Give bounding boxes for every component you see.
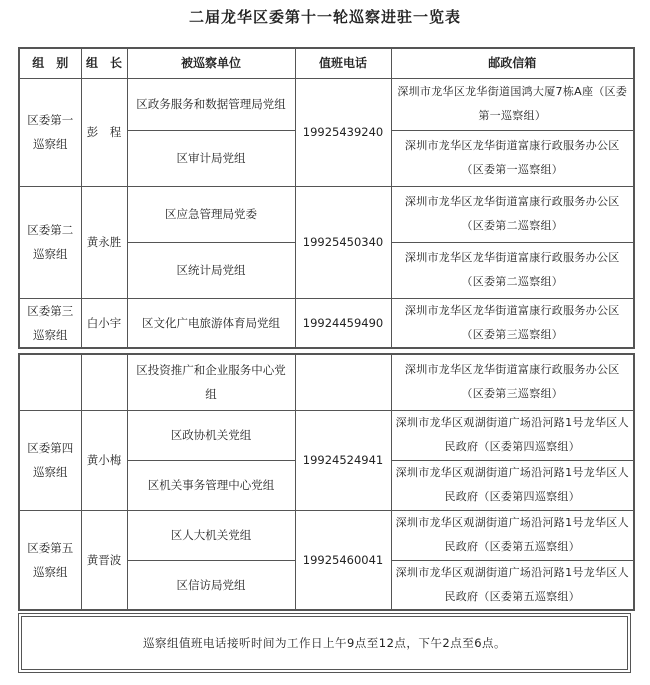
mailbox-address: 深圳市龙华区观湖街道广场沿河路1号龙华区人民政府（区委第五巡察组） [391, 510, 634, 560]
header-leader: 组 长 [81, 48, 127, 78]
mailbox-address: 深圳市龙华区龙华街道富康行政服务办公区（区委第一巡察组） [391, 130, 634, 186]
mailbox-address: 深圳市龙华区观湖街道广场沿河路1号龙华区人民政府（区委第五巡察组） [391, 560, 634, 610]
group-name-continued [19, 354, 81, 410]
table-row [19, 298, 634, 348]
table-row [19, 354, 634, 410]
duty-hours-note: 巡察组值班电话接听时间为工作日上午9点至12点，下午2点至6点。 [18, 613, 631, 673]
mailbox-address: 深圳市龙华区龙华街道富康行政服务办公区（区委第三巡察组） [391, 354, 634, 410]
group-name: 区委第一巡察组 [19, 78, 81, 186]
inspected-unit: 区信访局党组 [127, 560, 295, 610]
inspected-unit: 区政务服务和数据管理局党组 [127, 78, 295, 130]
inspected-unit: 区统计局党组 [127, 242, 295, 298]
inspected-unit: 区人大机关党组 [127, 510, 295, 560]
duty-phone-continued [295, 354, 391, 410]
group-name: 区委第三巡察组 [19, 298, 81, 348]
duty-phone: 19924524941 [295, 410, 391, 510]
table-row [19, 186, 634, 242]
inspected-unit: 区机关事务管理中心党组 [127, 460, 295, 510]
inspected-unit: 区投资推广和企业服务中心党组 [127, 354, 295, 410]
group-leader: 黄永胜 [81, 186, 127, 298]
inspection-table-part-2 [18, 353, 635, 611]
header-group: 组 别 [19, 48, 81, 78]
mailbox-address: 深圳市龙华区龙华街道富康行政服务办公区（区委第三巡察组） [391, 298, 634, 348]
header-mail: 邮政信箱 [391, 48, 634, 78]
table-row [19, 510, 634, 560]
group-leader: 黄小梅 [81, 410, 127, 510]
group-name: 区委第五巡察组 [19, 510, 81, 610]
table-header-row [19, 48, 634, 78]
duty-phone: 19925460041 [295, 510, 391, 610]
duty-phone: 19925439240 [295, 78, 391, 186]
inspected-unit: 区文化广电旅游体育局党组 [127, 298, 295, 348]
inspected-unit: 区应急管理局党委 [127, 186, 295, 242]
group-leader: 白小宇 [81, 298, 127, 348]
inspected-unit: 区政协机关党组 [127, 410, 295, 460]
group-leader: 彭 程 [81, 78, 127, 186]
table-row [19, 410, 634, 460]
inspected-unit: 区审计局党组 [127, 130, 295, 186]
mailbox-address: 深圳市龙华区龙华街道富康行政服务办公区（区委第二巡察组） [391, 186, 634, 242]
table-row [19, 78, 634, 130]
group-name: 区委第二巡察组 [19, 186, 81, 298]
header-unit: 被巡察单位 [127, 48, 295, 78]
duty-phone: 19924459490 [295, 298, 391, 348]
mailbox-address: 深圳市龙华区龙华街道富康行政服务办公区（区委第二巡察组） [391, 242, 634, 298]
mailbox-address: 深圳市龙华区龙华街道国鸿大厦7栋A座（区委第一巡察组） [391, 78, 634, 130]
page-title: 二届龙华区委第十一轮巡察进驻一览表 [188, 8, 461, 26]
group-leader: 黄晋波 [81, 510, 127, 610]
group-name: 区委第四巡察组 [19, 410, 81, 510]
header-phone: 值班电话 [295, 48, 391, 78]
mailbox-address: 深圳市龙华区观湖街道广场沿河路1号龙华区人民政府（区委第四巡察组） [391, 410, 634, 460]
inspection-table-part-1 [18, 47, 635, 349]
duty-phone: 19925450340 [295, 186, 391, 298]
group-leader-continued [81, 354, 127, 410]
mailbox-address: 深圳市龙华区观湖街道广场沿河路1号龙华区人民政府（区委第四巡察组） [391, 460, 634, 510]
